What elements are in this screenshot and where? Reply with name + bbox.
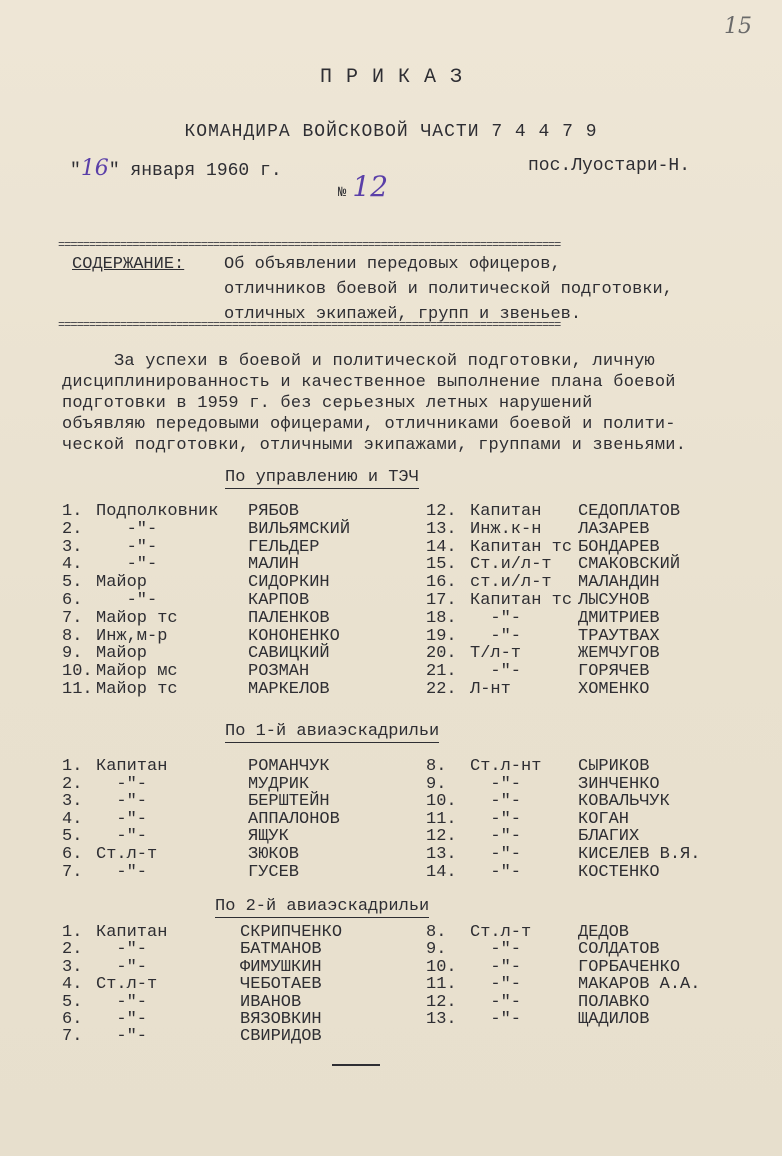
list-name: БОНДАРЕВ: [578, 537, 660, 557]
list-name: МАКАРОВ А.А.: [578, 975, 701, 995]
list-rank: Майор тс: [96, 608, 178, 628]
body-line: ческой подготовки, отличными экипажами, группами и звеньями.: [62, 436, 687, 455]
list-number: 1.: [62, 923, 83, 942]
list-number: 6.: [62, 1010, 83, 1029]
list-rank: Л-нт: [470, 680, 511, 699]
list-number: 6.: [62, 591, 83, 610]
list-rank: -"-: [96, 555, 158, 575]
list-name: БЛАГИХ: [578, 827, 640, 847]
list-rank: -"-: [96, 537, 158, 557]
list-number: 3.: [62, 957, 83, 977]
list-name: БАТМАНОВ: [240, 940, 322, 960]
list-number: 9.: [426, 940, 447, 960]
list-name: ГОРБАЧЕНКО: [578, 957, 681, 977]
list-rank: Майор: [96, 573, 148, 593]
list-name: ЛАЗАРЕВ: [578, 519, 650, 539]
list-number: 13.: [426, 845, 457, 864]
list-rank: Ст.л-т: [96, 845, 158, 864]
list-number: 4.: [62, 975, 83, 995]
list-number: 1.: [62, 502, 83, 521]
list-number: 2.: [62, 519, 83, 539]
list-number: 12.: [426, 827, 457, 847]
section-title: По 2-й авиаэскадрильи: [215, 897, 430, 916]
list-rank: -"-: [96, 862, 148, 882]
list-name: ЖЕМЧУГОВ: [578, 644, 660, 664]
body-line: подготовки в 1959 г. без серьезных летных нарушений: [62, 394, 593, 413]
document-subtitle: КОМАНДИРА ВОЙСКОВОЙ ЧАСТИ 7 4 4 7 9: [184, 122, 598, 142]
list-rank: -"-: [470, 792, 522, 812]
list-number: 19.: [426, 626, 457, 646]
body-line: дисциплинированность и качественное выполнение плана боевой: [62, 373, 676, 392]
list-number: 21.: [426, 662, 457, 682]
list-number: 8.: [62, 626, 83, 646]
order-number: [338, 170, 388, 203]
content-line: отличных экипажей, групп и звеньев.: [224, 305, 582, 324]
list-name: КОГАН: [578, 809, 630, 829]
list-name: СКРИПЧЕНКО: [240, 923, 343, 942]
list-number: 18.: [426, 608, 457, 628]
list-rank: -"-: [470, 957, 522, 977]
list-rank: Майор мс: [96, 662, 178, 682]
list-number: 3.: [62, 537, 83, 557]
list-rank: ст.и/л-т: [470, 573, 552, 593]
list-number: 10.: [62, 662, 93, 682]
list-rank: -"-: [470, 774, 522, 794]
list-number: 14.: [426, 862, 457, 882]
list-number: 5.: [62, 992, 83, 1012]
list-number: 4.: [62, 555, 83, 575]
list-number: 2.: [62, 774, 83, 794]
list-name: КИСЕЛЕВ В.Я.: [578, 845, 701, 864]
list-rank: -"-: [470, 862, 522, 882]
list-name: СЫРИКОВ: [578, 757, 650, 776]
list-rank: -"-: [470, 845, 522, 864]
list-name: ВИЛЬЯМСКИЙ: [248, 519, 351, 539]
list-rank: -"-: [470, 827, 522, 847]
list-name: МАЛИН: [248, 555, 300, 575]
list-name: САВИЦКИЙ: [248, 644, 330, 664]
list-rank: Капитан: [96, 923, 168, 942]
list-rank: Ст.л-т: [470, 923, 532, 942]
list-name: ГЕЛЬДЕР: [248, 537, 320, 557]
date-open-quote: ": [70, 161, 81, 181]
list-number: 3.: [62, 792, 83, 812]
list-name: ПАЛЕНКОВ: [248, 608, 330, 628]
section-title: По управлению и ТЭЧ: [225, 468, 419, 487]
list-name: ИВАНОВ: [240, 992, 302, 1012]
content-line: отличников боевой и политической подготовки,: [224, 280, 673, 299]
list-rank: Ст.л-т: [96, 975, 158, 995]
body-line: объявляю передовыми офицерами, отличниками боевой и полити-: [62, 415, 676, 434]
order-date: [70, 156, 282, 181]
list-number: 5.: [62, 573, 83, 593]
list-rank: Майор: [96, 644, 148, 664]
list-number: 9.: [426, 774, 447, 794]
list-name: ХОМЕНКО: [578, 680, 650, 699]
list-name: СМАКОВСКИЙ: [578, 555, 681, 575]
list-number: 16.: [426, 573, 457, 593]
list-name: ГУСЕВ: [248, 862, 300, 882]
list-rank: Ст.л-нт: [470, 757, 542, 776]
list-number: 7.: [62, 608, 83, 628]
list-name: МАЛАНДИН: [578, 573, 660, 593]
content-line: Об объявлении передовых офицеров,: [224, 255, 561, 274]
order-place: пос.Луостари-Н.: [528, 156, 691, 176]
list-rank: -"-: [470, 608, 522, 628]
list-number: 9.: [62, 644, 83, 664]
list-name: РОМАНЧУК: [248, 757, 330, 776]
list-name: МАРКЕЛОВ: [248, 680, 330, 699]
list-rank: Капитан тс: [470, 537, 573, 557]
list-name: ЯЩУК: [248, 827, 289, 847]
end-line: [332, 1064, 380, 1066]
list-name: БЕРШТЕЙН: [248, 792, 330, 812]
list-rank: Ст.и/л-т: [470, 555, 552, 575]
list-name: РОЗМАН: [248, 662, 310, 682]
list-rank: -"-: [470, 662, 522, 682]
section-title: По 1-й авиаэскадрильи: [225, 722, 440, 741]
list-rank: -"-: [470, 975, 522, 995]
list-number: 2.: [62, 940, 83, 960]
list-number: 13.: [426, 1010, 457, 1029]
list-name: АППАЛОНОВ: [248, 809, 340, 829]
list-number: 8.: [426, 923, 447, 942]
list-number: 14.: [426, 537, 457, 557]
list-rank: Инж,м-р: [96, 626, 168, 646]
list-rank: -"-: [96, 940, 148, 960]
list-rank: -"-: [470, 940, 522, 960]
list-number: 8.: [426, 757, 447, 776]
list-rank: -"-: [470, 626, 522, 646]
list-number: 15.: [426, 555, 457, 575]
list-name: КОСТЕНКО: [578, 862, 660, 882]
list-name: КАРПОВ: [248, 591, 310, 610]
list-rank: Капитан: [96, 757, 168, 776]
list-number: 13.: [426, 519, 457, 539]
list-number: 1.: [62, 757, 83, 776]
list-name: ЧЕБОТАЕВ: [240, 975, 322, 995]
list-number: 4.: [62, 809, 83, 829]
list-rank: Подполковник: [96, 502, 219, 521]
list-name: ФИМУШКИН: [240, 957, 322, 977]
order-number-handwritten: 12: [352, 170, 389, 203]
list-name: ВЯЗОВКИН: [240, 1010, 322, 1029]
list-rank: Майор тс: [96, 680, 178, 699]
list-number: 10.: [426, 957, 457, 977]
list-number: 10.: [426, 792, 457, 812]
list-name: ДМИТРИЕВ: [578, 608, 660, 628]
list-number: 11.: [426, 975, 457, 995]
list-rank: Инж.к-н: [470, 519, 542, 539]
list-number: 7.: [62, 862, 83, 882]
list-number: 22.: [426, 680, 457, 699]
date-rest: " января 1960 г.: [108, 161, 282, 181]
content-label: СОДЕРЖАНИЕ:: [72, 255, 185, 274]
list-rank: -"-: [96, 827, 148, 847]
list-name: ЗИНЧЕНКО: [578, 774, 660, 794]
list-rank: -"-: [96, 957, 148, 977]
list-name: СЕДОПЛАТОВ: [578, 502, 681, 521]
list-name: ЗЮКОВ: [248, 845, 300, 864]
date-day-handwritten: 16: [80, 156, 109, 181]
list-rank: Капитан тс: [470, 591, 573, 610]
separator-top: =================================================================================: [58, 238, 561, 252]
list-name: СОЛДАТОВ: [578, 940, 660, 960]
list-rank: -"-: [96, 1010, 148, 1029]
order-number-prefix: №: [338, 185, 347, 201]
list-name: МУДРИК: [248, 774, 310, 794]
list-name: СВИРИДОВ: [240, 1027, 322, 1047]
list-number: 6.: [62, 845, 83, 864]
list-rank: -"-: [96, 591, 158, 610]
list-name: ЩАДИЛОВ: [578, 1010, 650, 1029]
list-number: 11.: [62, 680, 93, 699]
list-rank: -"-: [96, 809, 148, 829]
list-name: КОВАЛЬЧУК: [578, 792, 670, 812]
list-number: 20.: [426, 644, 457, 664]
list-rank: -"-: [96, 992, 148, 1012]
list-number: 5.: [62, 827, 83, 847]
list-name: РЯБОВ: [248, 502, 300, 521]
list-rank: -"-: [96, 519, 158, 539]
body-line: За успехи в боевой и политической подготовки, личную: [62, 352, 655, 371]
page-number: 15: [724, 14, 752, 39]
list-name: СИДОРКИН: [248, 573, 330, 593]
list-name: ЛЫСУНОВ: [578, 591, 650, 610]
list-rank: Капитан: [470, 502, 542, 521]
list-number: 12.: [426, 992, 457, 1012]
list-name: ГОРЯЧЕВ: [578, 662, 650, 682]
list-rank: -"-: [96, 792, 148, 812]
list-rank: -"-: [470, 1010, 522, 1029]
list-rank: -"-: [470, 809, 522, 829]
list-number: 7.: [62, 1027, 83, 1047]
list-rank: Т/л-т: [470, 644, 522, 664]
list-name: КОНОНЕНКО: [248, 626, 340, 646]
list-rank: -"-: [96, 1027, 148, 1047]
list-name: ДЕДОВ: [578, 923, 630, 942]
document-title: ПРИКАЗ: [319, 66, 476, 89]
separator-bottom: =================================================================================: [58, 318, 561, 332]
list-rank: -"-: [96, 774, 148, 794]
list-number: 17.: [426, 591, 457, 610]
list-number: 12.: [426, 502, 457, 521]
list-name: ТРАУТВАХ: [578, 626, 660, 646]
list-number: 11.: [426, 809, 457, 829]
list-name: ПОЛАВКО: [578, 992, 650, 1012]
list-rank: -"-: [470, 992, 522, 1012]
